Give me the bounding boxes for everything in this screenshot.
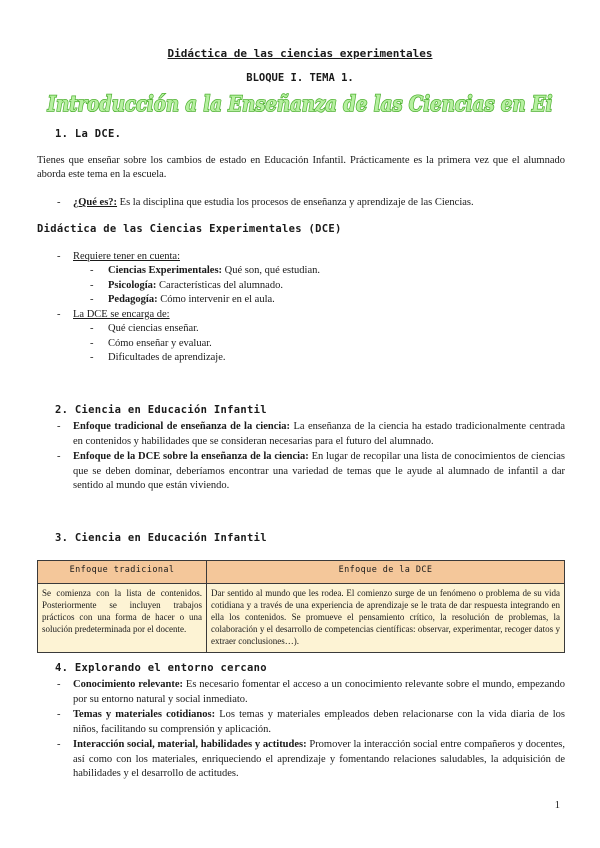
table-cell-traditional: Se comienza con la lista de contenidos. Posteriormente se incluyen trabajos prácticos con una forma de hacer o una solución predeterminada por el docente.: [38, 584, 207, 653]
fancy-title: [0, 89, 600, 119]
table-header-traditional: Enfoque tradicional: [38, 561, 207, 584]
que-es-item: - ¿Qué es?: Es la disciplina que estudia los procesos de enseñanza y aprendizaje de las Ciencias.: [57, 197, 474, 208]
requiere-sub-1: - Ciencias Experimentales: Qué son, qué estudian.: [90, 265, 321, 276]
requiere-item: - Requiere tener en cuenta:: [57, 251, 180, 262]
section-3-heading: 3. Ciencia en Educación Infantil: [55, 532, 267, 544]
block-title: BLOQUE I. TEMA 1.: [246, 72, 354, 84]
que-es-label: ¿Qué es?:: [73, 197, 118, 208]
page-number: 1: [554, 800, 560, 811]
requiere-sub-2: - Psicología: Características del alumnado.: [90, 279, 283, 291]
section-4-item-2: - Temas y materiales cotidianos: Los temas y materiales empleados deben relacionarse con la vida diaria de los niños, facilitando su comprensión y aplicación.: [57, 709, 565, 735]
section-4-item-3: - Interacción social, material, habilidades y actitudes: Promover la interacción social entre compañeros y docentes, así como con los materiales, enriqueciendo el aprendizaje y fomentando relaciones saludables, la adquisición de habilidades y el desarrollo de actitudes.: [57, 739, 565, 779]
fancy-title-text: Introducción a la Enseñanza de las Ciencias en Ei: [46, 91, 553, 116]
section-1-heading: 1. La DCE.: [55, 128, 122, 140]
encarga-label: La DCE se encarga de:: [73, 309, 170, 320]
que-es-text: Es la disciplina que estudia los procesos de enseñanza y aprendizaje de las Ciencias.: [117, 197, 474, 208]
table-cell-dce: Dar sentido al mundo que les rodea. El comienzo surge de un fenómeno o problema de su vida cotidiana y a través de una experiencia de aprendizaje se le trata de dar respuesta integrando en ella los contenidos. Se promueve el pensamiento crítico, la resolución de problemas, la colaboración y el desarrollo de competencias científicas: observar, experimentar, recoger datos y extraer conclusiones…).: [207, 584, 565, 653]
course-title: Didáctica de las ciencias experimentales: [167, 47, 433, 60]
encarga-item: - La DCE se encarga de:: [57, 309, 170, 320]
comparison-table: [37, 560, 565, 653]
requiere-sub-3: - Pedagogía: Cómo intervenir en el aula.: [90, 294, 275, 305]
table-header-dce: Enfoque de la DCE: [207, 561, 565, 584]
encarga-sub-3: - Dificultades de aprendizaje.: [90, 352, 226, 363]
section-2-heading: 2. Ciencia en Educación Infantil: [55, 404, 267, 416]
encarga-sub-1: - Qué ciencias enseñar.: [90, 323, 199, 334]
section-2-item-1: - Enfoque tradicional de enseñanza de la ciencia: La enseñanza de la ciencia ha estado tradicionalmente centrada en contenidos y habilidades que se consideran necesarias para el futuro del alumnado.: [57, 421, 565, 447]
fancy-title-graphic: [0, 89, 600, 119]
requiere-label: Requiere tener en cuenta:: [73, 251, 180, 262]
section-4-item-1: - Conocimiento relevante: Es necesario fomentar el acceso a un conocimiento relevante sobre el mundo, empezando por su entorno natural y social inmediato.: [57, 679, 565, 705]
dce-heading: Didáctica de las Ciencias Experimentales (DCE): [37, 223, 342, 235]
section-4-heading: 4. Explorando el entorno cercano: [55, 662, 267, 674]
encarga-sub-2: - Cómo enseñar y evaluar.: [90, 337, 212, 349]
section-2-item-2: - Enfoque de la DCE sobre la enseñanza de la ciencia: En lugar de recopilar una lista de conocimientos de ciencias que se deben dominar, deberíamos encontrar una variedad de temas que le ayude al alumnado de infantil a dar sentido al mundo que están viviendo.: [57, 451, 565, 491]
section-1-intro: Tienes que enseñar sobre los cambios de estado en Educación Infantil. Prácticamente es la primera vez que el alumnado aborda este tema en la escuela.: [37, 155, 565, 180]
